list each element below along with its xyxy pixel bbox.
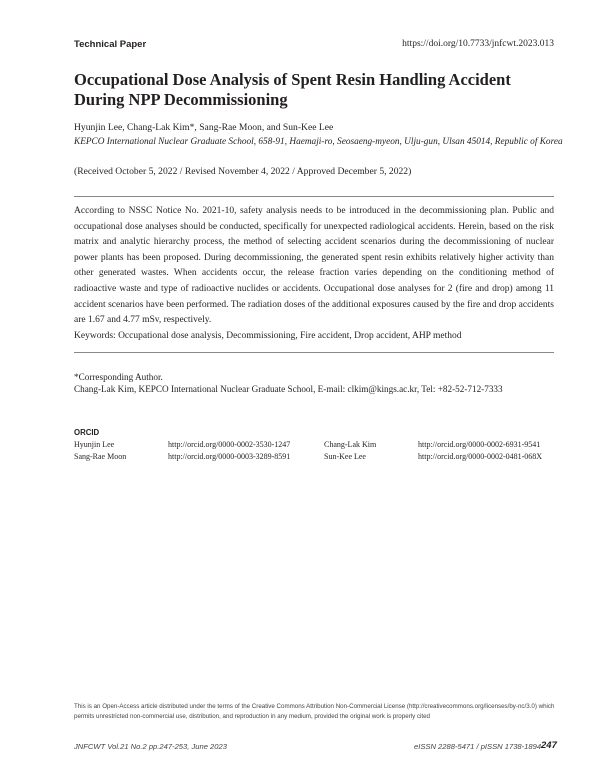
corresponding-author-label: *Corresponding Author. (74, 372, 163, 382)
submission-dates: (Received October 5, 2022 / Revised November 4, 2022 / Approved December 5, 2022) (74, 166, 412, 177)
article-type-label: Technical Paper (74, 39, 147, 50)
orcid-row (74, 452, 554, 464)
orcid-author-name: Hyunjin Lee (74, 440, 115, 449)
affiliation: KEPCO International Nuclear Graduate School, 658-91, Haemaji-ro, Seosaeng-myeon, Ulju-gun, Ulsan 45014, Republic of Korea (74, 137, 563, 147)
footer-journal-info: JNFCWT Vol.21 No.2 pp.247-253, June 2023 (74, 742, 227, 751)
orcid-heading: ORCID (74, 428, 100, 437)
orcid-id-link[interactable]: http://orcid.org/0000-0003-3289-8591 (168, 452, 291, 461)
orcid-author-name: Sang-Rae Moon (74, 452, 127, 461)
license-notice: This is an Open-Access article distributed under the terms of the Creative Commons Attribution Non-Commercial License (http://creativecommons.org/licenses/by-nc/3.0) which permits unrestricted non-commercial use, distribution, and reproduction in any medium, provided the original work is properly cited (74, 703, 555, 720)
abstract-bottom-divider (74, 352, 554, 353)
author-list: Hyunjin Lee, Chang-Lak Kim*, Sang-Rae Moon, and Sun-Kee Lee (74, 122, 334, 133)
orcid-id-link[interactable]: http://orcid.org/0000-0002-6931-9541 (418, 440, 541, 449)
paper-title: Occupational Dose Analysis of Spent Resin Handling Accident During NPP Decommissioning (74, 70, 511, 109)
keywords: Keywords: Occupational dose analysis, Decommissioning, Fire accident, Drop accident, AHP method (74, 331, 462, 341)
footer-issn: eISSN 2288-5471 / pISSN 1738-1894 (414, 742, 542, 751)
page-number: 247 (541, 740, 557, 751)
corresponding-author-contact: Chang-Lak Kim, KEPCO International Nuclear Graduate School, E-mail: clkim@kings.ac.kr, Tel: +82-52-712-7333 (74, 384, 503, 394)
abstract-top-divider (74, 196, 554, 197)
orcid-row (74, 440, 554, 452)
orcid-author-name: Sun-Kee Lee (324, 452, 366, 461)
orcid-id-link[interactable]: http://orcid.org/0000-0002-0481-068X (418, 452, 543, 461)
abstract: According to NSSC Notice No. 2021-10, safety analysis needs to be introduced in the decommissioning plan. Public and occupational dose analyses should be conducted, specifically for unexpected radiological accidents. Herein, based on the risk matrix and analytic hierarchy process, the method of selecting accident scenarios during the decommissioning of nuclear power plants has been proposed. During decommissioning, the generated spent resin exhibits relatively higher activity than other generated wastes. When accidents occur, the release fraction varies depending on the conditioning method of radioactive waste and type of radioactive nuclides or accidents. Occupational dose analyses for 2 (fire and drop) among 11 accident scenarios have been performed. The radiation doses of the additional exposures caused by the fire and drop accidents are 1.67 and 4.77 mSv, respectively. (74, 206, 554, 326)
doi-link[interactable]: https://doi.org/10.7733/jnfcwt.2023.013 (402, 39, 554, 49)
orcid-id-link[interactable]: http://orcid.org/0000-0002-3530-1247 (168, 440, 291, 449)
orcid-author-name: Chang-Lak Kim (324, 440, 377, 449)
